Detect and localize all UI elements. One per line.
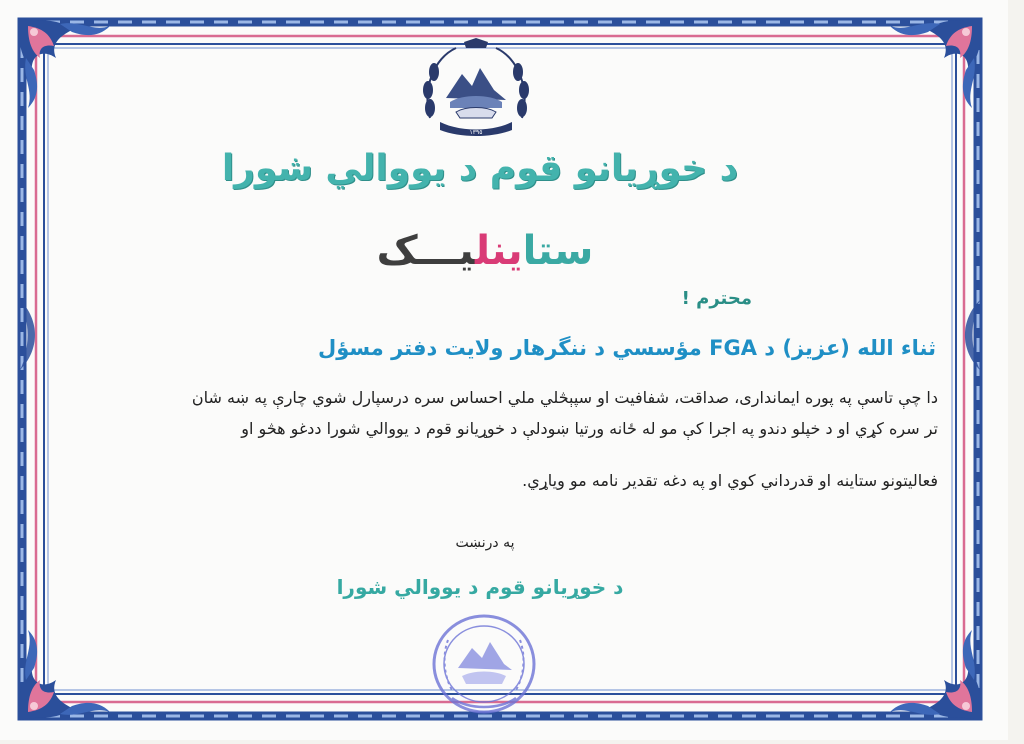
council-title: د خوړيانو قوم د يووالي شورا — [221, 148, 739, 189]
on-behalf-text: په درنښت — [455, 535, 515, 551]
recipient-line: ثناء الله (عزيز) د FGA مؤسسي د ننگرهار ولايت دفتر مسؤل — [318, 336, 936, 360]
certificate-title — [340, 228, 630, 274]
body-line-1: دا چې تاسې په پوره ايمانداری، صداقت، شفافيت او سپېڅلي ملي احساس سره درسپارل شوي چارې په ښه شان — [191, 388, 938, 407]
body-line-2: تر سره کړي او د خپلو دندو په اجرا کې مو له ځانه ورتيا ښودلې د خوړيانو قوم د يووالي شورا ددغو هڅو او — [241, 419, 938, 438]
body-line-3: فعاليتونو ستاينه او قدرداني کوي او په دغه تقدير نامه مو وياړي. — [522, 471, 938, 490]
certificate-title-part2: ينل — [474, 228, 523, 274]
certificate-title-part1: ستا — [522, 228, 594, 274]
svg-text:١٣٩٥: ١٣٩٥ — [469, 129, 483, 136]
council-stamp-icon — [428, 610, 540, 718]
national-emblem-icon — [416, 38, 536, 144]
salutation: محترم ! — [681, 288, 752, 309]
certificate-title-part3: يـــک — [376, 228, 475, 274]
signature-council-name: د خوړيانو قوم د يووالي شورا — [336, 575, 624, 599]
